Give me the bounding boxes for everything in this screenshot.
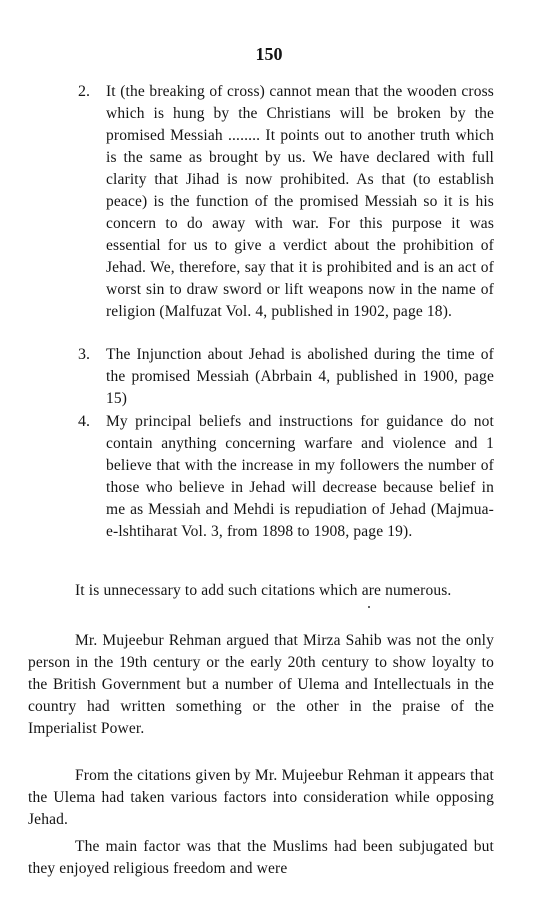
list-item-text: My principal beliefs and instructions for guidance do not contain anything concerning warfare and violence and 1 believe that with the increase in my followers the number of those who believe in Jehad will decrease because belief in me as Messiah and Mehdi is repudiation of Jehad (Majmua-e-lshtiharat Vol. 3, from 1898 to 1908, page 19). [106, 413, 494, 540]
paragraph: Mr. Mujeebur Rehman argued that Mirza Sahib was not the only person in the 19th century or the early 20th century to show loyalty to the British Government but a number of Ulema and Intellectuals in the country had written something or the other in the praise of the Imperialist Power. [28, 632, 494, 737]
list-item-text: It (the breaking of cross) cannot mean that the wooden cross which is hung by the Christians will be broken by the promised Messiah ........ It points out to another truth which is the same as brought by us. We have declared with full clarity that Jihad is now prohibited. As that (to establish peace) is the function of the promised Messiah so it is his concern to do away with war. For this purpose it was essential for us to give a verdict about the prohibition of Jehad. We, therefore, say that it is prohibited and is an act of worst sin to draw sword or lift weapons now in the name of religion (Malfuzat Vol. 4, published in 1902, page 18). [106, 83, 494, 320]
list-item-number: 3. [78, 346, 90, 363]
list-item-number: 4. [78, 413, 90, 430]
paragraph: It is unnecessary to add such citations which are numerous. [75, 582, 452, 599]
list-item-text: The Injunction about Jehad is abolished during the time of the promised Messiah (Abrbain 4, published in 1900, page 15) [106, 346, 494, 407]
scan-speck [368, 606, 370, 608]
list-item-number: 2. [78, 83, 90, 100]
paragraph: From the citations given by Mr. Mujeebur Rehman it appears that the Ulema had taken various factors into consideration while opposing Jehad. [28, 767, 494, 828]
paragraph: The main factor was that the Muslims had been subjugated but they enjoyed religious freedom and were [28, 838, 494, 877]
page-number: 150 [255, 44, 283, 64]
